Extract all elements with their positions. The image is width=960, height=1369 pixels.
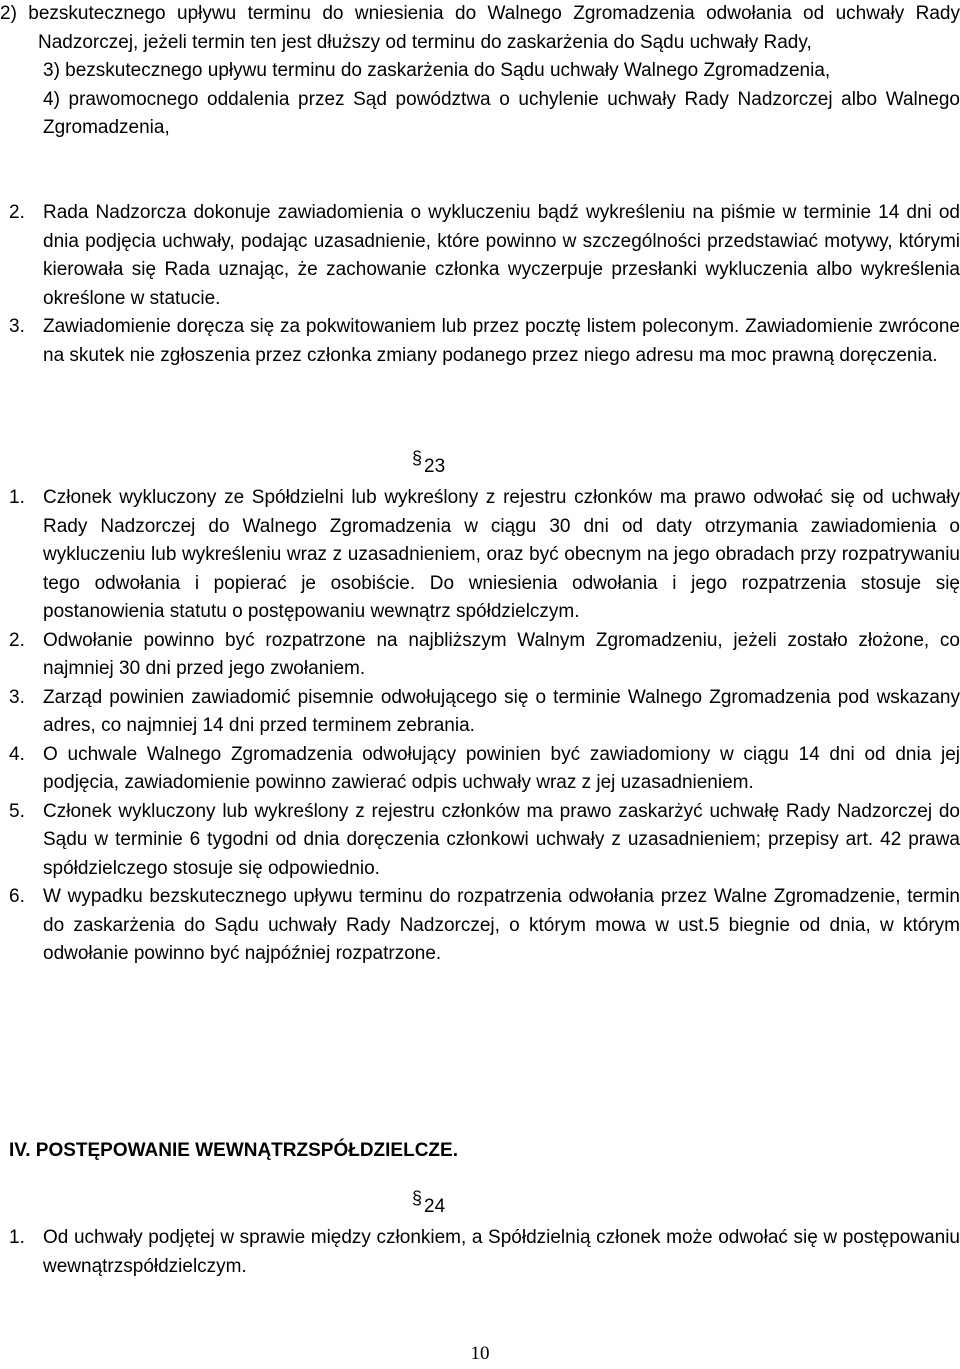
item-number: 1. bbox=[9, 487, 25, 508]
paragraph-sign-icon: § bbox=[412, 448, 423, 468]
item-text: 2) bezskutecznego upływu terminu do wniesienia do Walnego Zgromadzenia odwołania od uchwały Rady Nadzorczej, jeżeli termin ten jest dłuższy od terminu do zaskarżenia do Sądu uchwały Rady, bbox=[0, 3, 960, 53]
list-item bbox=[0, 1224, 960, 1281]
list-item bbox=[0, 741, 960, 798]
section-22-items bbox=[0, 199, 960, 370]
item-text: Członek wykluczony lub wykreślony z rejestru członków ma prawo zaskarżyć uchwałę Rady Nadzorczej do Sądu w terminie 6 tygodni od dnia doręczenia członkowi uchwały z uzasadnieniem; przepisy art. 42 prawa spółdzielczego stosuje się odpowiednio. bbox=[43, 800, 960, 879]
list-item bbox=[0, 57, 960, 86]
item-text: 4) prawomocnego oddalenia przez Sąd powództwa o uchylenie uchwały Rady Nadzorczej albo Walnego Zgromadzenia, bbox=[43, 88, 960, 138]
list-item bbox=[0, 798, 960, 884]
item-text: Odwołanie powinno być rozpatrzone na najbliższym Walnym Zgromadzeniu, jeżeli zostało złożone, co najmniej 30 dni przed jego zwołaniem. bbox=[43, 629, 960, 679]
item-number: 3. bbox=[9, 316, 25, 337]
item-text: Członek wykluczony ze Spółdzielni lub wykreślony z rejestru członków ma prawo odwołać się od uchwały Rady Nadzorczej do Walnego Zgromadzenia w ciągu 30 dni od daty otrzymania zawiadomienia o wykluczeniu lub wykreśleniu wraz z uzasadnieniem, oraz być obecnym na jego obradach przy rozpatrywaniu tego odwołania i popierać je osobiście. Do wniesienia odwołania i jego rozpatrzenia stosuje się postanowienia statutu o postępowaniu wewnątrz spółdzielczym. bbox=[43, 487, 960, 622]
item-text: W wypadku bezskutecznego upływu terminu do rozpatrzenia odwołania przez Walne Zgromadzenie, termin do zaskarżenia do Sądu uchwały Rady Nadzorczej, o którym mowa w ust.5 biegnie od dnia, w którym odwołanie powinno być najpóźniej rozpatrzone. bbox=[43, 886, 960, 964]
item-text: Rada Nadzorcza dokonuje zawiadomienia o wykluczeniu bądź wykreśleniu na piśmie w terminie 14 dni od dnia podjęcia uchwały, podając uzasadnienie, które powinno w szczególności przedstawiać motywy, którymi kierowała się Rada uznając, że zachowanie członka wyczerpuje przesłanki wykluczenia albo wykreślenia określone w statucie. bbox=[43, 202, 960, 309]
item-number: 1. bbox=[9, 1227, 25, 1248]
item-text: 3) bezskutecznego upływu terminu do zaskarżenia do Sądu uchwały Walnego Zgromadzenia, bbox=[43, 60, 831, 81]
item-number: 6. bbox=[9, 886, 25, 907]
list-item bbox=[0, 0, 960, 57]
page-number: 10 bbox=[470, 1343, 490, 1364]
section-number bbox=[0, 448, 960, 481]
top-items bbox=[0, 0, 960, 143]
item-number: 2. bbox=[9, 202, 25, 223]
list-item bbox=[0, 313, 960, 370]
list-item bbox=[0, 684, 960, 741]
list-item bbox=[0, 199, 960, 313]
section-number bbox=[0, 1188, 960, 1221]
item-number: 4. bbox=[9, 743, 25, 765]
section-23 bbox=[0, 448, 960, 969]
item-number: 5. bbox=[9, 800, 25, 822]
item-text: Zawiadomienie doręcza się za pokwitowaniem lub przez pocztę listem poleconym. Zawiadomienie zwrócone na skutek nie zgłoszenia przez członka zmiany podanego przez niego adresu ma moc prawną doręczenia. bbox=[43, 316, 960, 366]
item-number: 3. bbox=[9, 686, 25, 708]
section-number-text: 24 bbox=[424, 1196, 446, 1217]
chapter-heading: IV. POSTĘPOWANIE WEWNĄTRZSPÓŁDZIELCZE. bbox=[9, 1140, 458, 1161]
list-item bbox=[0, 86, 960, 143]
item-text: O uchwale Walnego Zgromadzenia odwołujący powinien być zawiadomiony w ciągu 14 dni od dnia jej podjęcia, zawiadomienie powinno zawierać odpis uchwały wraz z jej uzasadnieniem. bbox=[43, 743, 960, 793]
list-item bbox=[0, 484, 960, 627]
section-24 bbox=[0, 1188, 960, 1281]
item-text: Od uchwały podjętej w sprawie między członkiem, a Spółdzielnią członek może odwołać się w postępowaniu wewnątrzspółdzielczym. bbox=[43, 1227, 960, 1277]
item-number: 2. bbox=[9, 629, 25, 651]
list-item bbox=[0, 883, 960, 969]
list-item bbox=[0, 627, 960, 684]
item-text: Zarząd powinien zawiadomić pisemnie odwołującego się o terminie Walnego Zgromadzenia pod wskazany adres, co najmniej 14 dni przed terminem zebrania. bbox=[43, 686, 960, 736]
section-number-text: 23 bbox=[424, 456, 446, 477]
paragraph-sign-icon: § bbox=[412, 1188, 423, 1208]
